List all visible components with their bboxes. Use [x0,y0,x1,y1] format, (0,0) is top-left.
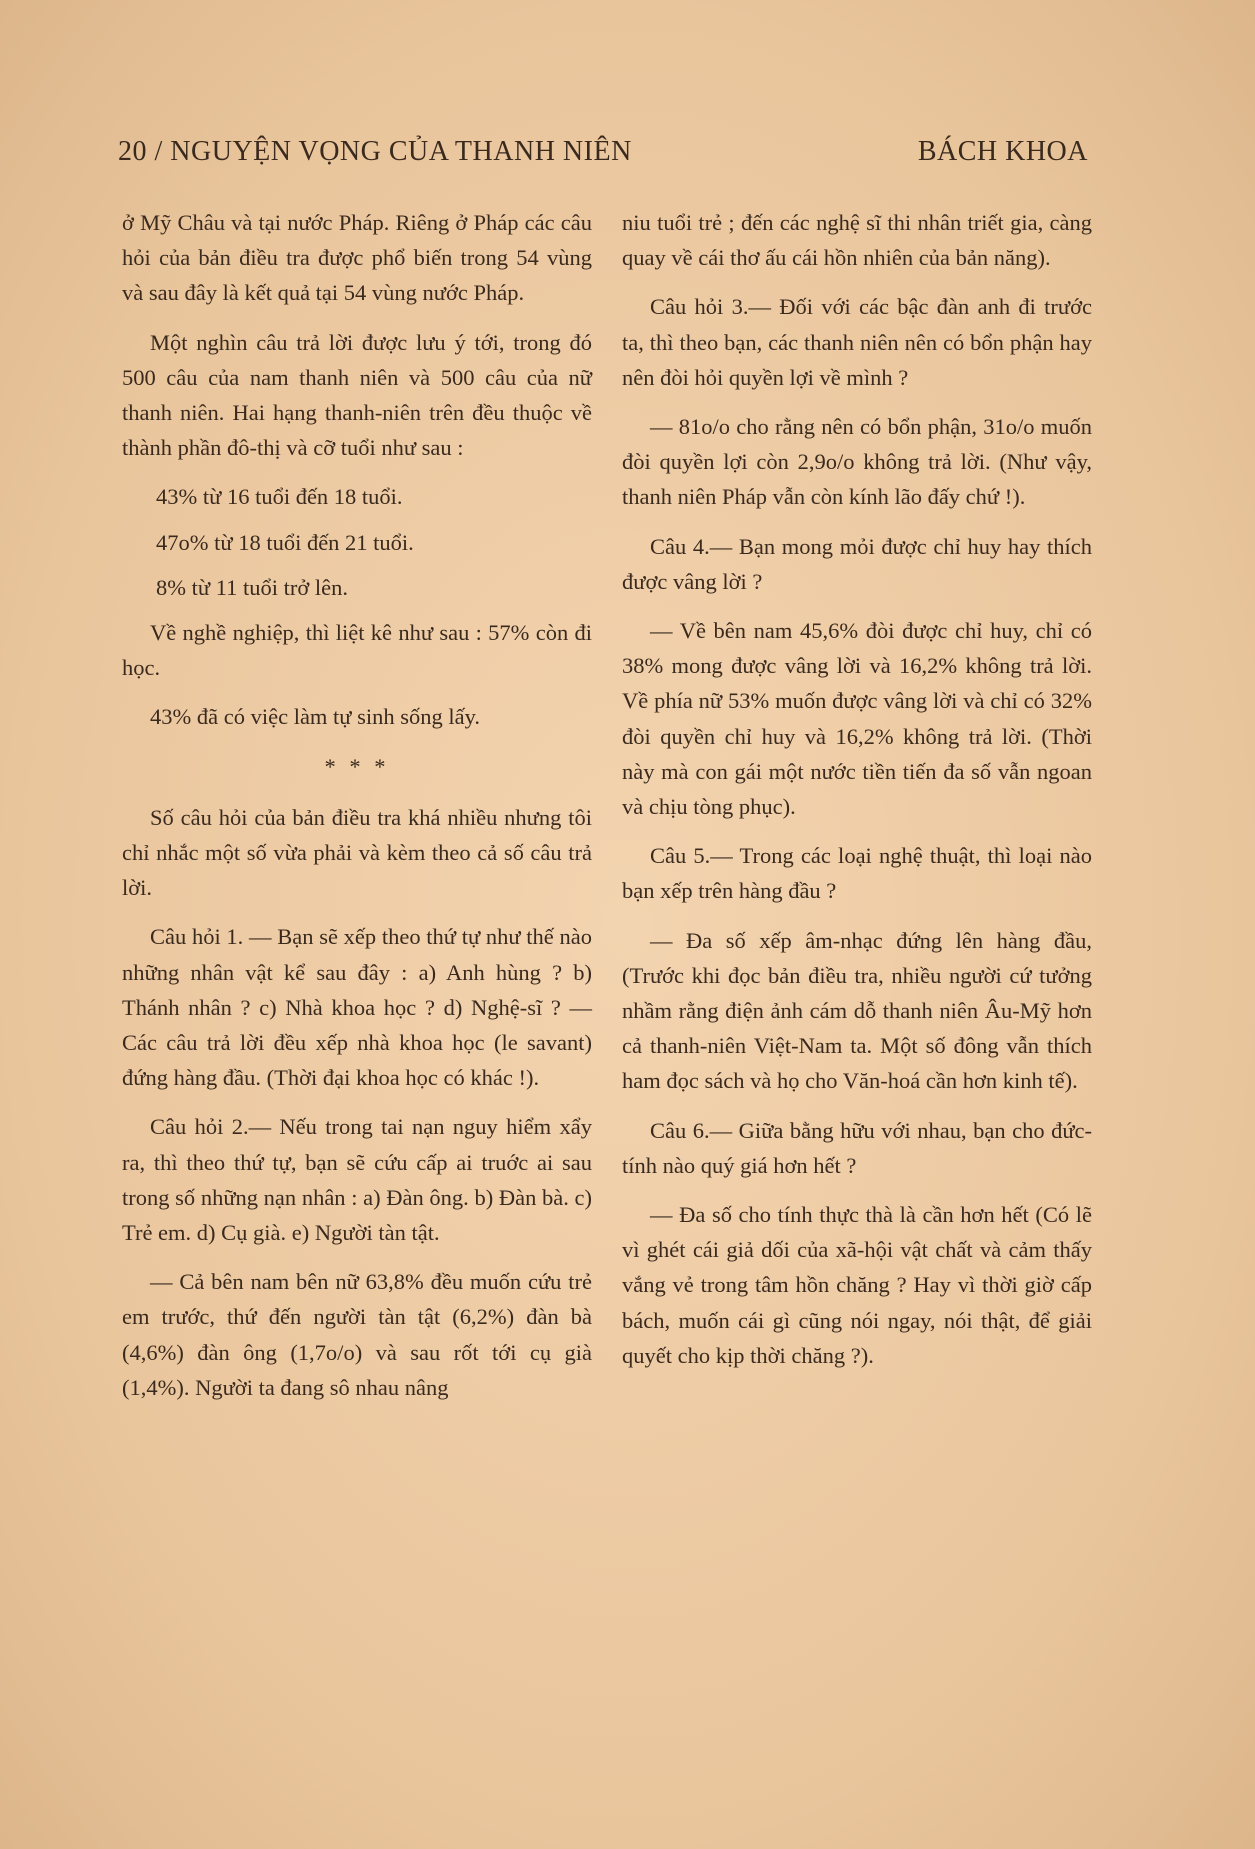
age-stat-line: 43% từ 16 tuổi đến 18 tuổi. [156,484,403,510]
answer-2: — Cả bên nam bên nữ 63,8% đều muốn cứu trẻ em trước, thứ đến người tàn tật (6,2%) đàn bà (4,6%) đàn ông (1,7o/o) và sau rốt tới cụ già (1,4%). Người ta đang sô nhau nâng [122,1269,592,1400]
paragraph: ở Mỹ Châu và tại nước Pháp. Riêng ở Pháp các câu hỏi của bản điều tra được phổ biến trong 54 vùng và sau đây là kết quả tại 54 vùng nước Pháp. [122,210,592,306]
question-5: Câu 5.— Trong các loại nghệ thuật, thì loại nào bạn xếp trên hàng đầu ? [622,843,1092,904]
page-header [118,136,1088,176]
question-2: Câu hỏi 2.— Nếu trong tai nạn nguy hiểm xẩy ra, thì theo thứ tự, bạn sẽ cứu cấp ai truớc ai sau trong số những nạn nhân : a) Đàn ông. b) Đàn bà. c) Trẻ em. d) Cụ già. e) Người tàn tật. [122,1114,592,1246]
question-4: Câu 4.— Bạn mong mỏi được chỉ huy hay thích được vâng lời ? [622,533,1092,594]
question-3: Câu hỏi 3.— Đối với các bậc đàn anh đi trước ta, thì theo bạn, các thanh niên nên có bổn phận hay nên đòi hỏi quyền lợi về mình ? [622,294,1092,390]
paragraph: Về nghề nghiệp, thì liệt kê như sau : 57% còn đi học. [122,620,592,681]
question-1: Câu hỏi 1. — Bạn sẽ xếp theo thứ tự như thế nào những nhân vật kể sau đây : a) Anh hùng ? b) Thánh nhân ? c) Nhà khoa học ? d) Nghệ-sĩ ? — Các câu trả lời đều xếp nhà khoa học (le savant) đứng hàng đầu. (Thời đại khoa học có khác !). [122,924,592,1091]
paragraph: Một nghìn câu trả lời được lưu ý tới, trong đó 500 câu của nam thanh niên và 500 câu của nữ thanh niên. Hai hạng thanh-niên trên đều thuộc về thành phần đô-thị và cỡ tuổi như sau : [122,329,592,461]
question-6: Câu 6.— Giữa bằng hữu với nhau, bạn cho đức-tính nào quý giá hơn hết ? [622,1117,1092,1178]
paragraph: Số câu hỏi của bản điều tra khá nhiều nhưng tôi chỉ nhắc một số vừa phải và kèm theo cả số câu trả lời. [122,804,592,901]
answer-5: — Đa số xếp âm-nhạc đứng lên hàng đầu, (Trước khi đọc bản điều tra, nhiều người cứ tưởng nhầm rằng điện ảnh cám dỗ thanh niên Âu-Mỹ hơn cả thanh-niên Việt-Nam ta. Một số đông vẫn thích ham đọc sách và họ cho Văn-hoá cần hơn kinh tế). [622,927,1092,1094]
running-title: 20 / NGUYỆN VỌNG CỦA THANH NIÊN [118,136,632,167]
age-stat-line: 47o% từ 18 tuổi đến 21 tuổi. [156,529,414,555]
answer-4: — Về bên nam 45,6% đòi được chỉ huy, chỉ có 38% mong được vâng lời và 16,2% không trả lời. Về phía nữ 53% muốn được vâng lời và chỉ có 32% đòi quyền chỉ huy và 16,2% không trả lời. (Thời này mà con gái một nước tiền tiến đa số vẫn ngoan và chịu tòng phục). [622,618,1092,820]
left-column [122,205,592,1419]
right-column [622,205,1092,1387]
paragraph: niu tuổi trẻ ; đến các nghệ sĩ thi nhân triết gia, càng quay về cái thơ ấu cái hồn nhiên của bản năng). [622,210,1092,271]
answer-3: — 81o/o cho rằng nên có bổn phận, 31o/o muốn đòi quyền lợi còn 2,9o/o không trả lời. (Như vậy, thanh niên Pháp vẫn còn kính lão đấy chứ !). [622,414,1092,510]
magazine-name: BÁCH KHOA [917,136,1088,167]
paragraph: 43% đã có việc làm tự sinh sống lấy. [150,704,481,730]
answer-6: — Đa số cho tính thực thà là cần hơn hết (Có lẽ vì ghét cái giả dối của xã-hội vật chất và cảm thấy vắng vẻ trong tâm hồn chăng ? Hay vì thời giờ cấp bách, muốn cái gì cũng nói ngay, nói thật, để giải quyết cho kịp thời chăng ?). [622,1202,1092,1368]
age-stat-line: 8% từ 11 tuổi trở lên. [156,574,348,600]
section-separator: * * * [324,753,390,779]
